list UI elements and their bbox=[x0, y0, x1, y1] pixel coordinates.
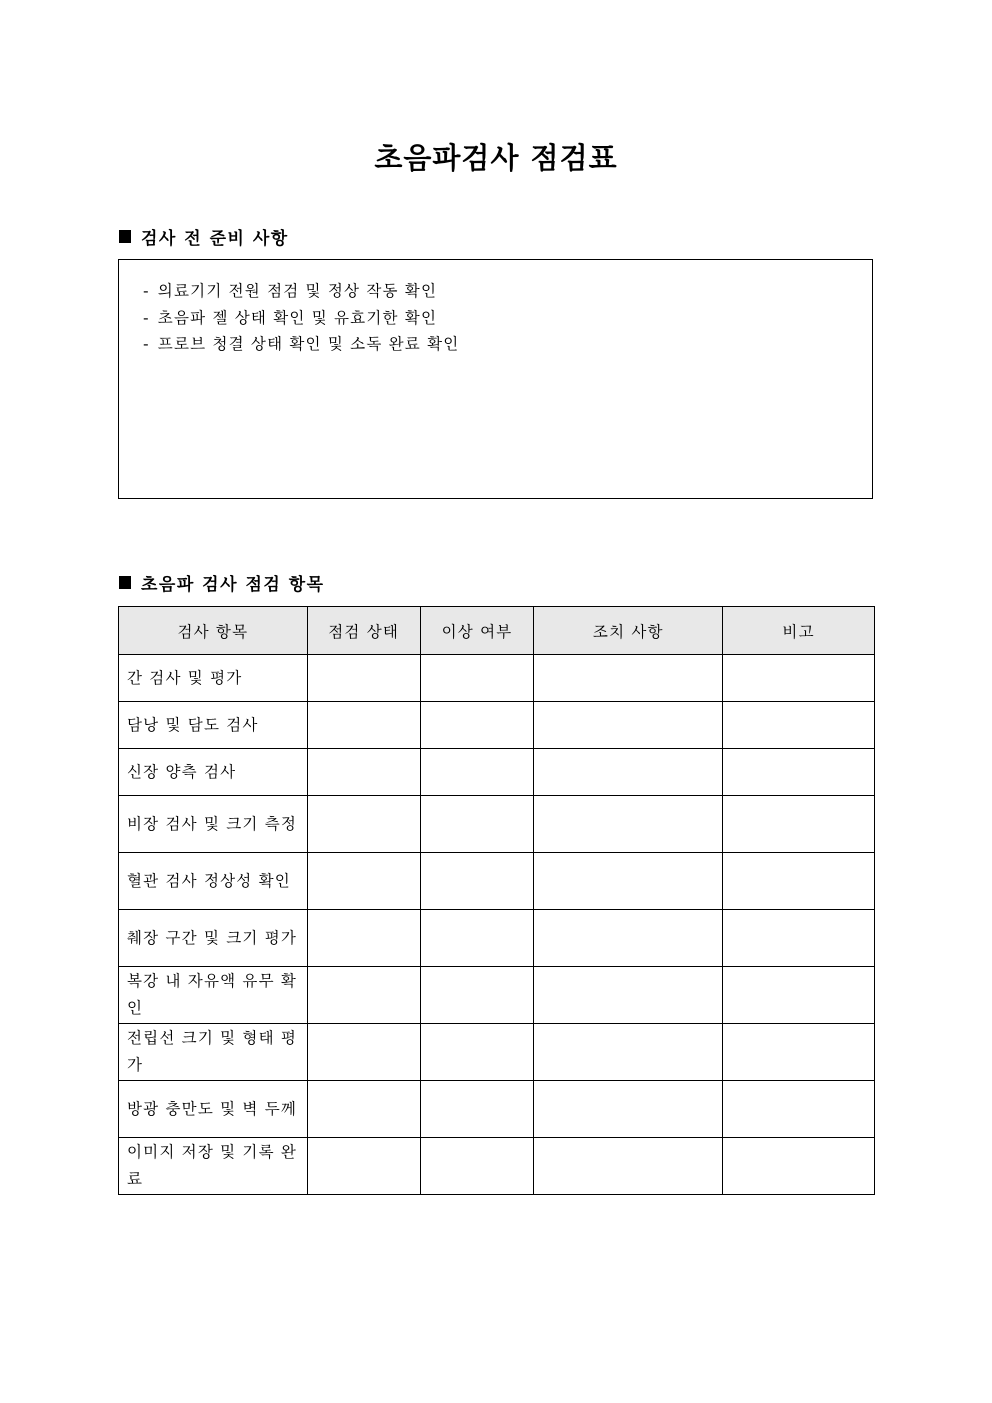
table-row bbox=[119, 655, 875, 702]
table-row bbox=[119, 749, 875, 796]
item-cell: 복강 내 자유액 유무 확인 bbox=[119, 967, 308, 1024]
column-header-action: 조치 사항 bbox=[534, 607, 723, 655]
action-cell[interactable] bbox=[534, 967, 723, 1024]
table-row bbox=[119, 1138, 875, 1195]
note-cell[interactable] bbox=[723, 796, 875, 853]
table-row bbox=[119, 1081, 875, 1138]
table-row bbox=[119, 1024, 875, 1081]
document-title: 초음파검사 점검표 bbox=[374, 141, 618, 175]
note-cell[interactable] bbox=[723, 655, 875, 702]
status-cell[interactable] bbox=[307, 1138, 420, 1195]
status-cell[interactable] bbox=[307, 796, 420, 853]
prep-section-heading bbox=[119, 224, 289, 249]
prep-items-box bbox=[118, 259, 873, 499]
note-cell[interactable] bbox=[723, 702, 875, 749]
dash-bullet-icon: - bbox=[143, 308, 150, 327]
status-cell[interactable] bbox=[307, 655, 420, 702]
action-cell[interactable] bbox=[534, 910, 723, 967]
abnormal-cell[interactable] bbox=[420, 702, 534, 749]
note-cell[interactable] bbox=[723, 910, 875, 967]
note-cell[interactable] bbox=[723, 967, 875, 1024]
prep-item: - 의료기기 전원 점검 및 정상 작동 확인 bbox=[143, 282, 438, 300]
abnormal-cell[interactable] bbox=[420, 910, 534, 967]
column-header-note: 비고 bbox=[723, 607, 875, 655]
table-row bbox=[119, 796, 875, 853]
action-cell[interactable] bbox=[534, 1024, 723, 1081]
column-header-item: 검사 항목 bbox=[119, 607, 308, 655]
status-cell[interactable] bbox=[307, 749, 420, 796]
abnormal-cell[interactable] bbox=[420, 655, 534, 702]
item-cell: 방광 충만도 및 벽 두께 bbox=[119, 1081, 308, 1138]
note-cell[interactable] bbox=[723, 749, 875, 796]
prep-section-title: 검사 전 준비 사항 bbox=[141, 229, 289, 249]
table-row bbox=[119, 967, 875, 1024]
note-cell[interactable] bbox=[723, 1024, 875, 1081]
abnormal-cell[interactable] bbox=[420, 1081, 534, 1138]
table-header-row bbox=[119, 607, 875, 655]
action-cell[interactable] bbox=[534, 796, 723, 853]
item-cell: 전립선 크기 및 형태 평가 bbox=[119, 1024, 308, 1081]
status-cell[interactable] bbox=[307, 967, 420, 1024]
item-cell: 신장 양측 검사 bbox=[119, 749, 308, 796]
checklist-section-heading bbox=[119, 570, 325, 595]
checklist-section-title: 초음파 검사 점검 항목 bbox=[141, 575, 325, 595]
dash-bullet-icon: - bbox=[143, 335, 150, 353]
checklist-table bbox=[118, 606, 875, 1195]
status-cell[interactable] bbox=[307, 910, 420, 967]
column-header-status: 점검 상태 bbox=[307, 607, 420, 655]
item-cell: 췌장 구간 및 크기 평가 bbox=[119, 910, 308, 967]
abnormal-cell[interactable] bbox=[420, 967, 534, 1024]
abnormal-cell[interactable] bbox=[420, 1024, 534, 1081]
action-cell[interactable] bbox=[534, 655, 723, 702]
status-cell[interactable] bbox=[307, 1081, 420, 1138]
action-cell[interactable] bbox=[534, 1081, 723, 1138]
prep-item: - 초음파 젤 상태 확인 및 유효기한 확인 bbox=[143, 308, 438, 327]
status-cell[interactable] bbox=[307, 853, 420, 910]
action-cell[interactable] bbox=[534, 702, 723, 749]
item-cell: 비장 검사 및 크기 측정 bbox=[119, 796, 308, 853]
item-cell: 혈관 검사 정상성 확인 bbox=[119, 853, 308, 910]
action-cell[interactable] bbox=[534, 1138, 723, 1195]
note-cell[interactable] bbox=[723, 1138, 875, 1195]
status-cell[interactable] bbox=[307, 702, 420, 749]
table-row bbox=[119, 702, 875, 749]
action-cell[interactable] bbox=[534, 853, 723, 910]
abnormal-cell[interactable] bbox=[420, 749, 534, 796]
item-cell: 간 검사 및 평가 bbox=[119, 655, 308, 702]
abnormal-cell[interactable] bbox=[420, 853, 534, 910]
abnormal-cell[interactable] bbox=[420, 1138, 534, 1195]
note-cell[interactable] bbox=[723, 853, 875, 910]
prep-item: - 프로브 청결 상태 확인 및 소독 완료 확인 bbox=[143, 335, 460, 353]
table-row bbox=[119, 853, 875, 910]
action-cell[interactable] bbox=[534, 749, 723, 796]
dash-bullet-icon: - bbox=[143, 282, 150, 300]
square-bullet-icon bbox=[119, 576, 131, 589]
table-row bbox=[119, 910, 875, 967]
abnormal-cell[interactable] bbox=[420, 796, 534, 853]
status-cell[interactable] bbox=[307, 1024, 420, 1081]
item-cell: 이미지 저장 및 기록 완료 bbox=[119, 1138, 308, 1195]
prep-list bbox=[119, 260, 872, 358]
square-bullet-icon bbox=[119, 230, 131, 243]
note-cell[interactable] bbox=[723, 1081, 875, 1138]
column-header-abnormal: 이상 여부 bbox=[420, 607, 534, 655]
item-cell: 담낭 및 담도 검사 bbox=[119, 702, 308, 749]
